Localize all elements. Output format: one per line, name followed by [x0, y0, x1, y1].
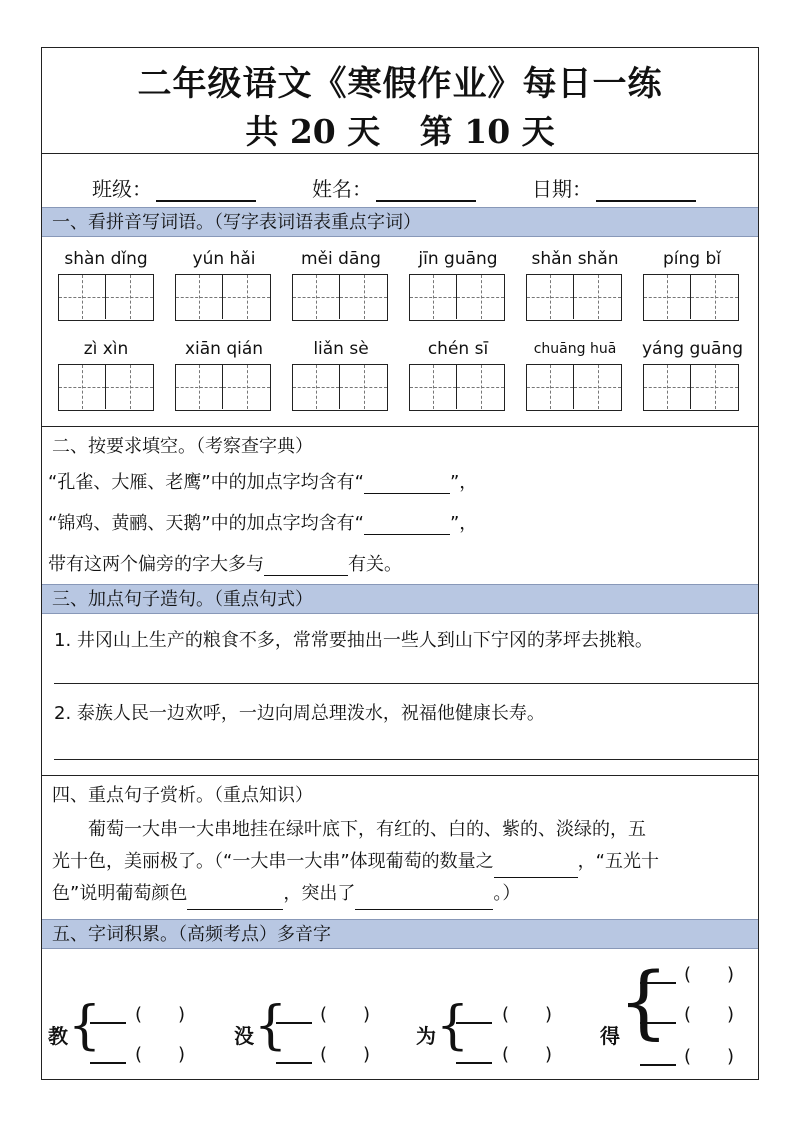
date-blank[interactable]	[596, 180, 696, 202]
writing-box[interactable]	[643, 364, 739, 411]
pinyin-label: yáng guāng	[642, 339, 743, 359]
word-paren[interactable]: ( )	[320, 1044, 371, 1065]
name-blank[interactable]	[376, 180, 476, 202]
student-info-row	[42, 153, 758, 208]
sentence-q2: 2. 泰族人民一边欢呼，一边向周总理泼水，祝福他健康长寿。	[54, 703, 545, 724]
pinyin-label: xiān qián	[184, 339, 264, 359]
word-paren[interactable]: ( )	[135, 1044, 186, 1065]
appreciation-paragraph: 葡萄一大串一大串地挂在绿叶底下，有红的、白的、紫的、淡绿的，五 光十色，美丽极了。（“一大串一大串”体现葡萄的数量之 ，“五光十 色”说明葡萄颜色 ，突出了 。）	[52, 814, 752, 910]
pinyin-label: yún hǎi	[192, 249, 256, 269]
sentence-q1: 1. 井冈山上生产的粮食不多，常常要抽出一些人到山下宁冈的茅坪去挑粮。	[54, 630, 653, 651]
answer-line[interactable]	[54, 759, 758, 760]
pinyin-blank[interactable]	[640, 982, 676, 984]
brace-icon: {	[436, 996, 470, 1056]
pinyin-blank[interactable]	[90, 1022, 126, 1024]
date-label: 日期：	[532, 177, 592, 201]
brace-icon: {	[254, 996, 288, 1056]
answer-blank[interactable]	[364, 516, 450, 535]
writing-box[interactable]	[526, 364, 622, 411]
section-1-heading: 一、看拼音写词语。（写字表词语表重点字词）	[42, 207, 758, 237]
writing-box[interactable]	[292, 364, 388, 411]
brace-icon: {	[618, 955, 669, 1048]
date-field[interactable]	[532, 173, 696, 202]
section-2-heading: 二、按要求填空。（考察查字典）	[52, 436, 313, 457]
pinyin-blank[interactable]	[640, 1064, 676, 1066]
fill-line-2: “锦鸡、黄鹂、天鹅”中的加点字均含有“ ”，	[48, 513, 478, 534]
pinyin-blank[interactable]	[640, 1022, 676, 1024]
word-paren[interactable]: ( )	[320, 1004, 371, 1025]
pinyin-blank[interactable]	[276, 1062, 312, 1064]
word-paren[interactable]: ( )	[684, 1004, 735, 1025]
word-paren[interactable]: ( )	[502, 1004, 553, 1025]
answer-blank[interactable]	[494, 859, 578, 878]
answer-line[interactable]	[54, 683, 758, 684]
pinyin-label: měi dāng	[301, 249, 381, 269]
word-paren[interactable]: ( )	[135, 1004, 186, 1025]
class-label: 班级：	[92, 177, 152, 201]
pinyin-blank[interactable]	[90, 1062, 126, 1064]
pinyin-label: shǎn shǎn	[531, 249, 619, 269]
answer-blank[interactable]	[187, 891, 283, 910]
divider	[42, 775, 758, 776]
fill-line-3: 带有这两个偏旁的字大多与 有关。	[48, 554, 402, 575]
polyphone-char: 教	[48, 1024, 68, 1048]
name-field[interactable]	[312, 173, 476, 202]
writing-box[interactable]	[292, 274, 388, 321]
current-day: 第 10 天	[419, 112, 555, 151]
pinyin-blank[interactable]	[456, 1062, 492, 1064]
total-days: 共 20 天	[245, 112, 381, 151]
pinyin-label: jīn guāng	[418, 249, 498, 269]
pinyin-label: píng bǐ	[663, 249, 721, 269]
pinyin-blank[interactable]	[456, 1022, 492, 1024]
writing-box[interactable]	[409, 274, 505, 321]
answer-blank[interactable]	[355, 891, 493, 910]
day-counter	[42, 106, 758, 153]
writing-box[interactable]	[643, 274, 739, 321]
worksheet	[41, 47, 759, 1080]
writing-box[interactable]	[526, 274, 622, 321]
name-label: 姓名：	[312, 177, 372, 201]
title-block	[42, 48, 758, 154]
pinyin-label: chuāng huā	[533, 341, 617, 357]
writing-box[interactable]	[175, 364, 271, 411]
pinyin-label: shàn dǐng	[64, 249, 148, 269]
word-paren[interactable]: ( )	[502, 1044, 553, 1065]
answer-blank[interactable]	[364, 475, 450, 494]
word-paren[interactable]: ( )	[684, 1046, 735, 1067]
section-3-heading: 三、加点句子造句。（重点句式）	[42, 584, 758, 614]
polyphone-char: 为	[416, 1024, 436, 1048]
word-paren[interactable]: ( )	[684, 964, 735, 985]
writing-box[interactable]	[58, 274, 154, 321]
polyphone-char: 得	[600, 1024, 620, 1048]
class-field[interactable]	[92, 173, 256, 202]
section-5-heading: 五、字词积累。（高频考点）多音字	[42, 919, 758, 949]
writing-box[interactable]	[58, 364, 154, 411]
pinyin-label: zì xìn	[83, 339, 129, 359]
answer-blank[interactable]	[264, 557, 348, 576]
class-blank[interactable]	[156, 180, 256, 202]
writing-box[interactable]	[409, 364, 505, 411]
brace-icon: {	[68, 996, 102, 1056]
pinyin-label: liǎn sè	[313, 339, 369, 359]
page-title: 二年级语文《寒假作业》每日一练	[137, 64, 663, 104]
writing-box[interactable]	[175, 274, 271, 321]
polyphone-char: 没	[234, 1024, 254, 1048]
pinyin-label: chén sī	[427, 339, 489, 359]
fill-line-1: “孔雀、大雁、老鹰”中的加点字均含有“ ”，	[48, 472, 478, 493]
section-4-heading: 四、重点句子赏析。（重点知识）	[52, 785, 313, 806]
divider	[42, 426, 758, 427]
pinyin-blank[interactable]	[276, 1022, 312, 1024]
